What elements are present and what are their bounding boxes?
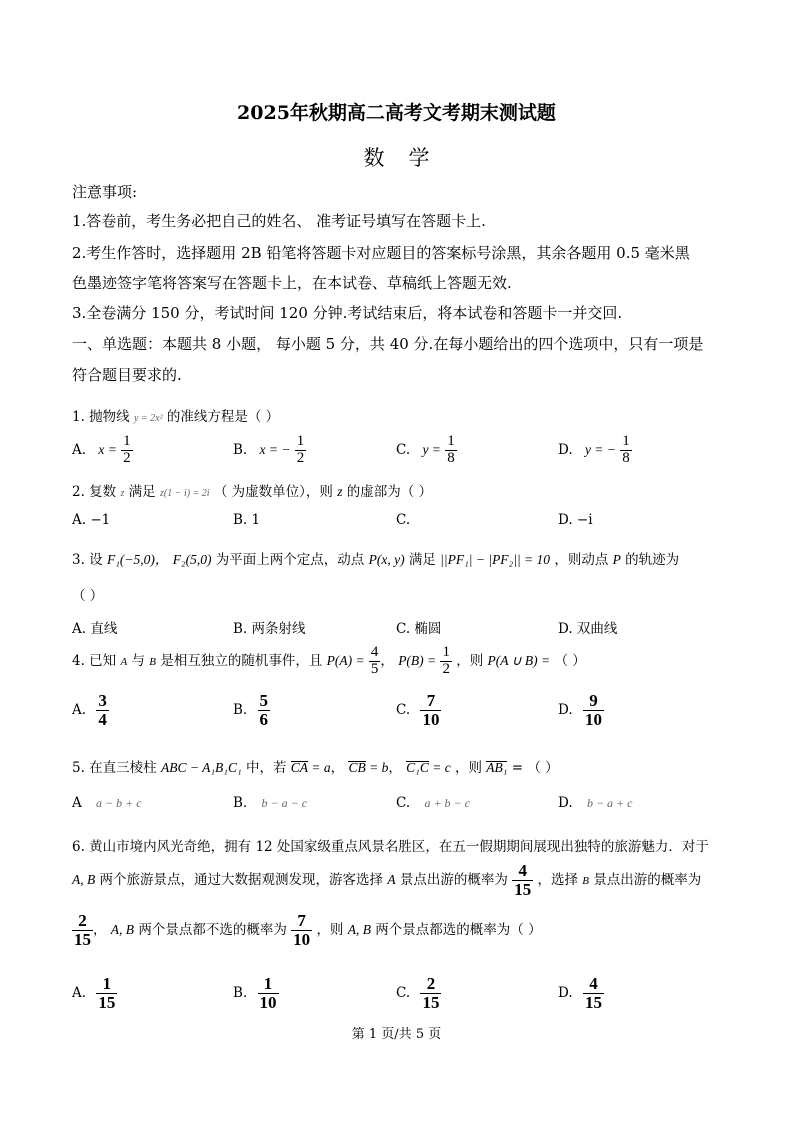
option-label: B. — [233, 441, 248, 458]
q4-text-mid2: 是相互独立的随机事件，且 — [160, 652, 323, 669]
q6-a: A — [387, 871, 396, 887]
note-item-2-cont: 色墨迹签字笔将答案写在答题卡上，在本试卷、草稿纸上答题无效. — [72, 274, 512, 292]
q4-text-post: ，则 — [456, 652, 484, 669]
fraction: $\frac{9}{10}$ — [584, 691, 602, 729]
q1-option-a — [72, 434, 133, 467]
question-1 — [72, 405, 279, 425]
q4-option-b — [233, 692, 270, 729]
fraction: $\frac{2}{15}$ — [74, 911, 91, 949]
question-6: 6. 黄山市境内风光奇绝，拥有 12 处国家级重点风景名胜区，在五一假期期间展现出独特的旅游魅力．对于 — [72, 839, 709, 855]
q4-a: A — [120, 655, 128, 668]
q2-z: z — [120, 488, 125, 499]
fraction: $\frac{4}{15}$ — [584, 974, 602, 1012]
fraction: $\frac{1}{8}$ — [622, 433, 630, 466]
q2-formula: z(1 − i) = 2i — [159, 488, 210, 499]
section-instruction: 一、单选题：本题共 8 小题， 每小题 5 分，共 40 分.在每小题给出的四个选项中，只有一项是 — [72, 335, 704, 353]
q3-text-mid: 为平面上两个定点，动点 — [215, 552, 365, 568]
q5-option-d — [558, 795, 632, 811]
q2-z2: z — [337, 484, 343, 499]
q5-option-c — [396, 795, 470, 811]
q3-f1: F₁(−5,0)， — [106, 552, 169, 567]
q2-option-d: D. −i — [558, 512, 593, 528]
option-label: A. — [72, 441, 87, 458]
q5-eq-b: = b — [365, 760, 389, 775]
q5-text-pre: 5. 在直三棱柱 — [72, 760, 157, 776]
fraction: $\frac{3}{4}$ — [98, 691, 107, 729]
option-label: C. — [396, 795, 411, 811]
option-label: B. — [233, 984, 248, 1001]
fraction: $\frac{1}{8}$ — [447, 433, 455, 466]
option-label: A. — [72, 984, 87, 1001]
fraction: $\frac{2}{15}$ — [422, 974, 440, 1012]
question-2 — [72, 480, 432, 500]
q2-text-post: （ 为虚数单位），则 — [213, 484, 333, 500]
q3-text-post2: 的轨迹为 — [625, 552, 680, 568]
q2-text-mid: 满足 — [128, 484, 156, 500]
question-3 — [72, 548, 679, 568]
note-item-2: 2.考生作答时，选择题用 2B 铅笔将答题卡对应题目的答案标号涂黑，其余各题用 0.5 毫米黑 — [72, 244, 690, 262]
fraction: $\frac{4}{15}$ — [514, 861, 532, 899]
q6-ab: A, B — [72, 871, 96, 887]
q3-text-pre: 3. 设 — [72, 552, 103, 568]
option-label: C. — [396, 441, 411, 458]
q6-text: ，选择 — [537, 871, 578, 888]
q5-vec-ca: CA — [290, 760, 309, 775]
fraction: $\frac{1}{15}$ — [98, 974, 116, 1012]
q5-eq-c: = c — [428, 760, 451, 775]
q2-option-a: A. −1 — [72, 512, 111, 528]
q5-text-post2: = （ ） — [507, 760, 559, 776]
q1-option-b — [233, 434, 306, 467]
q6-option-a — [72, 975, 117, 1012]
q6-ab: A, B — [347, 921, 371, 937]
q3-option-c: C. 椭圆 — [396, 621, 442, 637]
q6-ab: A, B — [110, 921, 135, 937]
notes-heading: 注意事项: — [72, 183, 138, 201]
q4-option-a — [72, 692, 109, 729]
question-6-line2 — [72, 862, 701, 899]
q3-f2: F₂(5,0) — [172, 552, 212, 567]
option-label: D. — [558, 984, 573, 1001]
option-label: C. — [396, 701, 411, 718]
option-label: D. — [558, 795, 573, 811]
q2-option-b: B. 1 — [233, 512, 261, 528]
q1-text-pre: 1. 抛物线 — [72, 409, 130, 425]
q3-blank: （ ） — [72, 588, 104, 604]
section-instruction-cont: 符合题目要求的. — [72, 366, 182, 384]
option-expr: x = − — [259, 441, 291, 457]
option-expr: x = — [98, 441, 117, 457]
q3-text-mid2: 满足 — [408, 552, 436, 568]
q3-p2: P — [612, 552, 621, 567]
option-label: A — [72, 795, 82, 811]
q4-pb: P(B) = — [398, 652, 437, 668]
q3-point: P(x, y) — [368, 552, 405, 567]
fraction: $\frac{1}{2}$ — [442, 644, 450, 677]
q6-text: ，则 — [316, 921, 344, 938]
fraction: $\frac{1}{2}$ — [123, 433, 131, 466]
q1-text-post: 的准线方程是（ ） — [166, 409, 280, 425]
q6-option-d — [558, 975, 604, 1012]
option-label: D. — [558, 701, 573, 718]
q4-text-pre: 4. 已知 — [72, 652, 117, 669]
q5-option-b — [233, 795, 307, 811]
q5-text-mid: 中，若 — [245, 760, 287, 776]
q4-option-c — [396, 692, 441, 729]
fraction: $\frac{1}{2}$ — [296, 433, 305, 466]
option-expr: a − b + c — [96, 796, 142, 810]
option-label: B. — [233, 795, 248, 811]
fraction: $\frac{1}{10}$ — [259, 974, 277, 1012]
fraction: $\frac{4}{5}$ — [370, 644, 379, 677]
q5-vec-c1c: C₁C — [406, 760, 429, 775]
q4-pa: P(A) = — [326, 652, 365, 668]
q3-condition: ||PF₁| − |PF₂|| = 10 — [440, 552, 551, 567]
q3-option-a: A. 直线 — [72, 621, 118, 637]
q2-text-pre: 2. 复数 — [72, 484, 117, 500]
q2-text-post2: 的虚部为（ ） — [346, 484, 433, 500]
q6-b: B — [582, 874, 590, 887]
q4-option-d — [558, 692, 604, 729]
note-item-1: 1.答卷前，考生务必把自己的姓名、 准考证号填写在答题卡上. — [72, 212, 486, 230]
q2-option-c: C. — [396, 512, 411, 528]
fraction: $\frac{5}{6}$ — [259, 691, 269, 729]
option-expr: y = — [422, 441, 441, 457]
q3-text-post: ，则动点 — [554, 552, 609, 568]
question-5: 5. 在直三棱柱 ABC − A₁B₁C₁ 中，若 CA = a， CB = b， C₁C = c ，则 AB₁ = （ ） — [72, 760, 559, 776]
question-6-line3: $\frac{2}{15}$ ， A, B 两个景点都不选的概率为 $\frac{7}{10}$ ，则 A, B 两个景点都选的概率为（ ） — [74, 911, 542, 949]
q6-text: 景点出游的概率为 — [593, 871, 702, 888]
q4-text-post2: （ ） — [554, 652, 586, 669]
q5-vec-ab1: AB₁ — [486, 760, 508, 775]
q5-option-a — [72, 795, 142, 811]
q5-text-post: ，则 — [455, 760, 482, 776]
question-4: 4. 已知 A 与 B 是相互独立的随机事件，且 P(A) = $\frac{4}{5}$ ， P(B) = $\frac{1}{2}$ ，则 P(A ∪ B) = （ ） — [72, 644, 586, 677]
q6-text: 两个旅游景点，通过大数据观测发现，游客选择 — [99, 871, 384, 888]
option-label: A. — [72, 701, 87, 718]
option-expr: b − a − c — [261, 796, 308, 810]
page-footer: 第 1 页/共 5 页 — [351, 1027, 442, 1042]
q3-option-d: D. 双曲线 — [558, 621, 618, 637]
q1-option-c — [396, 434, 457, 467]
option-label: C. — [396, 984, 411, 1001]
q6-option-b — [233, 975, 279, 1012]
q5-vec-cb: CB — [348, 760, 366, 775]
subject-title: 数学 — [363, 146, 454, 170]
option-expr: a + b − c — [424, 796, 470, 810]
option-label: D. — [558, 441, 573, 458]
option-expr: b − a + c — [586, 796, 633, 810]
q4-text-mid: 与 — [131, 652, 145, 669]
q4-b: B — [149, 655, 157, 668]
option-label: B. — [233, 701, 248, 718]
q4-union: P(A ∪ B) = — [487, 652, 551, 668]
q1-formula: y = 2x² — [133, 413, 163, 424]
fraction: $\frac{7}{10}$ — [422, 691, 440, 729]
q6-text: 景点出游的概率为 — [399, 871, 508, 888]
fraction: $\frac{7}{10}$ — [293, 911, 311, 949]
q3-option-b: B. 两条射线 — [233, 621, 306, 637]
q5-eq-a: = a — [308, 760, 331, 775]
exam-title: 2025年秋期高二高考文考期末测试题 — [237, 102, 556, 124]
q5-prism: ABC − A₁B₁C₁ — [160, 760, 242, 775]
note-item-3: 3.全卷满分 150 分，考试时间 120 分钟.考试结束后，将本试卷和答题卡一并交回. — [72, 304, 623, 322]
q6-text: 两个景点都不选的概率为 — [138, 921, 287, 938]
option-expr: y = − — [584, 441, 616, 457]
q6-text: 两个景点都选的概率为（ ） — [375, 921, 542, 938]
q6-option-c — [396, 975, 441, 1012]
q1-option-d — [558, 434, 632, 467]
